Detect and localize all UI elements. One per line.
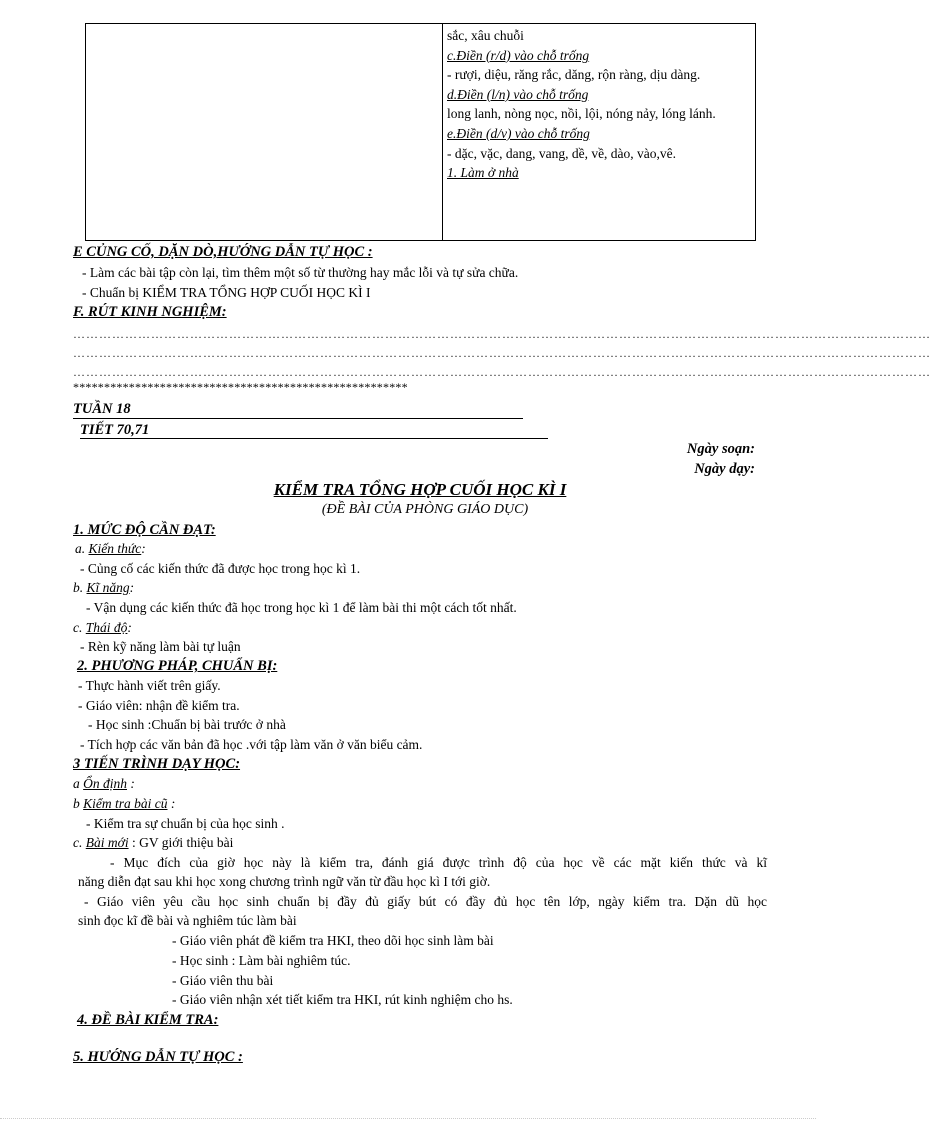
section-e-item-2: - Chuẩn bị KIỂM TRA TỔNG HỢP CUỐI HỌC KÌ I — [82, 285, 371, 300]
s3-a-title: Ổn định — [83, 776, 127, 791]
s3-c-title: Bài mới — [85, 835, 129, 850]
table-column-divider — [442, 24, 443, 240]
period-underline — [80, 438, 548, 439]
period-label: TIẾT 70,71 — [80, 422, 150, 438]
page-bottom-border — [0, 1118, 816, 1119]
section-1-title: 1. MỨC ĐỘ CẦN ĐẠT: — [73, 522, 216, 538]
lesson-table — [85, 23, 756, 241]
section-5-title: 5. HƯỚNG DẪN TỰ HỌC : — [73, 1049, 243, 1065]
s1-b-label: b. — [73, 580, 87, 595]
section-4-title: 4. ĐỀ BÀI KIỂM TRA: — [77, 1012, 219, 1028]
s3-c-after: : GV giới thiệu bài — [128, 835, 234, 850]
s3-step-4: - Giáo viên nhận xét tiết kiểm tra HKI, rút kinh nghiệm cho hs. — [172, 992, 513, 1007]
table-line: sắc, xâu chuỗi — [447, 28, 524, 43]
section-2-title: 2. PHƯƠNG PHÁP, CHUẨN BỊ: — [77, 658, 278, 674]
s2-item-4: - Tích hợp các văn bản đã học .với tập làm văn ở văn biểu cảm. — [80, 737, 423, 752]
week-underline — [73, 418, 523, 419]
page-subtitle: (ĐỀ BÀI CỦA PHÒNG GIÁO DỤC) — [321, 502, 529, 517]
s3-step-3: - Giáo viên thu bài — [172, 973, 274, 988]
date-taught: Ngày dạy: — [694, 461, 755, 477]
s1-a-heading: a. Kiến thức: — [75, 541, 146, 556]
table-subheading: d.Điền (l/n) vào chỗ trống — [447, 86, 589, 102]
week-label: TUẦN 18 — [73, 401, 131, 417]
s3-c-label: c. — [73, 835, 86, 850]
s2-item-1: - Thực hành viết trên giấy. — [78, 678, 221, 693]
s3-b-heading: b Kiểm tra bài cũ : — [73, 796, 176, 811]
section-3-title: 3 TIẾN TRÌNH DẠY HỌC: — [73, 756, 241, 772]
section-e-title: E CỦNG CỐ, DẶN DÒ,HƯỚNG DẪN TỰ HỌC : — [73, 244, 373, 260]
section-f-title: F. RÚT KINH NGHIỆM: — [73, 304, 227, 320]
s1-c-heading: c. Thái độ: — [73, 620, 132, 635]
date-prepared: Ngày soạn: — [686, 441, 755, 457]
s3-para1-line2: năng diễn đạt sau khi học xong chương trình ngữ văn từ đầu học kì I tới giờ. — [78, 874, 491, 889]
s1-b-text: - Vận dụng các kiến thức đã học trong học kì 1 để làm bài thi một cách tốt nhất. — [86, 600, 517, 615]
s1-c-label: c. — [73, 620, 86, 635]
s1-c-text: - Rèn kỹ năng làm bài tự luận — [80, 639, 241, 654]
s1-c-title: Thái độ — [85, 620, 128, 635]
page-title: KIỂM TRA TỔNG HỢP CUỐI HỌC KÌ I — [273, 480, 567, 499]
stars-separator: ****************************************************** — [73, 380, 408, 394]
dotted-line-1: ……………………………………………………………………………………………………………………………………………………………………………… — [73, 327, 931, 341]
s3-b-text: - Kiểm tra sự chuẩn bị của học sinh . — [86, 816, 285, 831]
s3-b-label: b — [73, 796, 84, 811]
s3-para2-line1: - Giáo viên yêu cầu học sinh chuẩn bị đầy đủ giấy bút có đầy đủ học tên lớp, ngày kiểm tra. Dặn dũ học — [84, 894, 767, 909]
s3-a-heading: a Ổn định : — [73, 776, 135, 791]
table-subheading: 1. Làm ở nhà — [447, 165, 519, 181]
section-e-item-1: - Làm các bài tập còn lại, tìm thêm một số từ thường hay mắc lỗi và tự sửa chữa. — [82, 265, 519, 280]
s3-para2-line2: sinh đọc kĩ đề bài và nghiêm túc làm bài — [78, 913, 297, 928]
s3-c-heading — [73, 835, 233, 851]
s2-item-2: - Giáo viên: nhận đề kiểm tra. — [78, 698, 240, 713]
s1-a-label: a. — [75, 541, 89, 556]
table-line: - dặc, vặc, dang, vang, dề, về, dào, vào,vê. — [447, 145, 677, 161]
s3-para1-line1: - Mục đích của giờ học này là kiểm tra, đánh giá được trình độ của học về các mặt kiến thức và kĩ — [110, 855, 767, 870]
s3-step-1: - Giáo viên phát đề kiểm tra HKI, theo dõi học sinh làm bài — [172, 933, 494, 948]
s3-b-title: Kiểm tra bài cũ — [83, 796, 168, 811]
table-subheading: e.Điền (d/v) vào chỗ trống — [447, 125, 590, 141]
table-right-cell — [447, 26, 751, 183]
table-subheading: c.Điền (r/d) vào chỗ trống — [447, 47, 590, 63]
table-line: - rượi, diệu, răng rắc, dăng, rộn ràng, dịu dàng. — [447, 67, 701, 83]
s1-b-title: Kĩ năng — [86, 580, 130, 595]
table-line: long lanh, nòng nọc, nồi, lội, nóng nảy, lóng lánh. — [447, 106, 716, 122]
s2-item-3: - Học sinh :Chuẩn bị bài trước ở nhà — [88, 717, 286, 732]
s1-a-title: Kiến thức — [88, 541, 142, 556]
s1-a-text: - Củng cố các kiến thức đã được học trong học kì 1. — [80, 561, 361, 576]
s1-b-heading: b. Kĩ năng: — [73, 580, 135, 595]
s3-a-label: a — [73, 776, 84, 791]
dotted-line-3: ……………………………………………………………………………………………………………………………………………………………………………… — [73, 365, 931, 379]
dotted-line-2: ……………………………………………………………………………………………………………………………………………………………………………… — [73, 346, 931, 360]
s3-step-2: - Học sinh : Làm bài nghiêm túc. — [172, 953, 351, 968]
